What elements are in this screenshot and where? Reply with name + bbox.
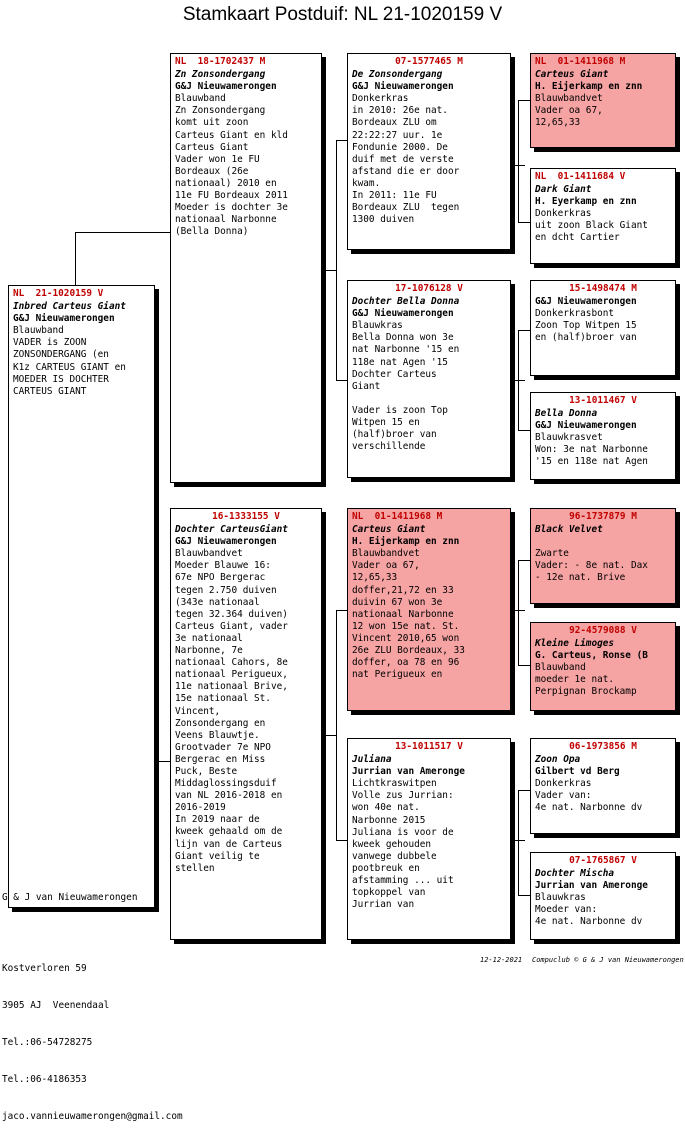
- pigeon-card-fff[interactable]: [530, 53, 676, 148]
- address-name: G & J van Nieuwamerongen: [2, 891, 138, 903]
- pigeon-name: Kleine Limoges: [535, 638, 615, 650]
- owner-name: G&J Nieuwamerongen: [352, 81, 454, 93]
- connector-line: [336, 140, 337, 380]
- pigeon-description: Donkerkrasbont Zoon Top Witpen 15 en (half)broer van: [535, 308, 637, 344]
- connector-line: [518, 330, 530, 331]
- footer-date: 12-12-2021: [480, 956, 523, 964]
- pigeon-card-fmf[interactable]: [530, 280, 676, 376]
- ring-number: 13-1011517 V: [395, 741, 463, 752]
- ring-number: 96-1737879 M: [569, 511, 637, 522]
- owner-name: G&J Nieuwamerongen: [535, 296, 637, 308]
- owner-name: G&J Nieuwamerongen: [352, 308, 454, 320]
- connector-line: [518, 100, 519, 222]
- ring-number: 15-1498474 M: [569, 283, 637, 294]
- connector-line: [518, 895, 530, 896]
- connector-line: [518, 430, 530, 431]
- address-street: Kostverloren 59: [2, 963, 87, 975]
- pigeon-name: Carteus Giant: [535, 69, 609, 81]
- pigeon-description: Blauwkrasvet Won: 3e nat Narbonne '15 en 118e nat Agen: [535, 432, 648, 468]
- pigeon-name: Bella Donna: [535, 408, 598, 420]
- ring-number: 07-1577465 M: [395, 56, 463, 67]
- pigeon-name: Carteus Giant: [352, 524, 426, 536]
- footer-credit: Compuclub © G & J van Nieuwamerongen: [532, 956, 684, 964]
- connector-line: [322, 270, 337, 271]
- pigeon-card-fmm[interactable]: [530, 392, 676, 480]
- connector-line: [336, 610, 347, 611]
- pigeon-name: Dochter Bella Donna: [352, 296, 460, 308]
- pigeon-card-fm[interactable]: [347, 280, 511, 478]
- owner-name: Jurrian van Ameronge: [352, 766, 465, 778]
- pigeon-description: Blauwkras Bella Donna won 3e nat Narbonne '15 en 118e nat Agen '15 Dochter Carteus Giant Vader is zoon Top Witpen 15 en (half)broer van verschillende: [352, 320, 460, 453]
- ring-number: 06-1973856 M: [569, 741, 637, 752]
- owner-name: Gilbert vd Berg: [535, 766, 620, 778]
- connector-line: [518, 330, 519, 430]
- pigeon-description: Blauwbandvet Moeder Blauwe 16: 67e NPO Bergerac tegen 2.750 duiven (343e nationaal tegen 32.364 duiven) Carteus Giant, vader 3e nationaal Narbonne, 7e nationaal Cahors, 8e nationaal Perigueux, 11e nationaal Brive, 15e nationaal St. Vincent, Zonsondergang en Veens Blauwtje. Grootvader 7e NPO Bergerac en Miss Puck, Beste Middaglossingsduif van NL 2016-2018 en 2016-2019 In 2019 naar de kweek gehaald om de lijn van de Carteus Giant veilig te stellen: [175, 548, 288, 874]
- pigeon-name: Zoon Opa: [535, 754, 581, 766]
- owner-name: G&J Nieuwamerongen: [175, 536, 277, 548]
- address-phone-1: Tel.:06-54728275: [2, 1036, 93, 1048]
- owner-name: H. Eijerkamp en znn: [535, 81, 643, 93]
- pigeon-description: Donkerkras in 2010: 26e nat. Bordeaux ZLU om 22:22:27 uur. 1e Fondunie 2000. De duif met de verste afstand die er door kwam. In 2011: 11e FU Bordeaux ZLU tegen 1300 duiven: [352, 93, 460, 226]
- connector-line: [518, 560, 530, 561]
- pigeon-description: Blauwkras Moeder van: 4e nat. Narbonne dv: [535, 892, 643, 928]
- pigeon-description: Lichtkraswitpen Volle zus Jurrian: won 40e nat. Narbonne 2015 Juliana is voor de kweek gehouden vanwege dubbele pootbreuk en afstamming ... uit topkoppel van Jurrian van: [352, 778, 454, 911]
- owner-name: H. Eyerkamp en znn: [535, 196, 637, 208]
- pigeon-description: Zwarte Vader: - 8e nat. Dax - 12e nat. Brive: [535, 548, 648, 584]
- page-title: Stamkaart Postduif: NL 21-1020159 V: [182, 4, 503, 25]
- pigeon-name: Juliana: [352, 754, 392, 766]
- address-email[interactable]: jaco.vannieuwamerongen@gmail.com: [2, 1110, 183, 1122]
- address-city: 3905 AJ Veenendaal: [2, 999, 110, 1011]
- connector-line: [518, 665, 530, 666]
- connector-line: [518, 222, 530, 223]
- pigeon-card-ff[interactable]: [347, 53, 511, 250]
- pigeon-card-mmm[interactable]: [530, 852, 676, 940]
- owner-name: H. Eijerkamp en znn: [352, 536, 460, 548]
- pigeon-description: Donkerkras Vader van: 4e nat. Narbonne dv: [535, 778, 643, 814]
- pigeon-description: Blauwbandvet Vader oa 67, 12,65,33 doffer,21,72 en 33 duivin 67 won 3e nationaal Narbonne 12 won 15e nat. St. Vincent 2010,65 won 26e ZLU Bordeaux, 33 doffer, oa 78 en 96 nat Perigueux en: [352, 548, 465, 681]
- pigeon-name: Zn Zonsondergang: [175, 69, 266, 81]
- pigeon-card-ffm[interactable]: [530, 168, 676, 264]
- pigeon-card-mfm[interactable]: [530, 622, 676, 711]
- owner-name: G. Carteus, Ronse (B: [535, 650, 648, 662]
- connector-line: [336, 840, 347, 841]
- ring-number: 07-1765867 V: [569, 855, 637, 866]
- pigeon-description: Blauwband Zn Zonsondergang komt uit zoon Carteus Giant en kld Carteus Giant Vader won 1e FU Bordeaux (26e nationaal) 2010 en 11e FU Bordeaux 2011 Moeder is dochter 3e nationaal Narbonne (Bella Donna): [175, 93, 288, 238]
- ring-number: NL 18-1702437 M: [175, 56, 266, 67]
- pigeon-name: Dochter Mischa: [535, 868, 615, 880]
- ring-number: 13-1011467 V: [569, 395, 637, 406]
- connector-line: [518, 790, 519, 895]
- ring-number: NL 01-1411968 M: [352, 511, 443, 522]
- pigeon-card-mmf[interactable]: [530, 738, 676, 834]
- pigeon-name: Black Velvet: [535, 524, 603, 536]
- pigeon-name: Dark Giant: [535, 184, 592, 196]
- pigeon-card-mf[interactable]: [347, 508, 511, 711]
- owner-name: G&J Nieuwamerongen: [175, 81, 277, 93]
- ring-number: NL 01-1411684 V: [535, 171, 626, 182]
- pigeon-card-mm[interactable]: [347, 738, 511, 940]
- pigeon-card-mother[interactable]: [170, 508, 322, 940]
- pigeon-name: Inbred Carteus Giant: [13, 301, 126, 313]
- owner-name: G&J Nieuwamerongen: [13, 313, 115, 325]
- owner-name: Jurrian van Ameronge: [535, 880, 648, 892]
- address-phone-2: Tel.:06-4186353: [2, 1073, 87, 1085]
- pigeon-description: Donkerkras uit zoon Black Giant en dcht Cartier: [535, 208, 648, 244]
- pigeon-card-mff[interactable]: [530, 508, 676, 604]
- connector-line: [336, 140, 347, 141]
- connector-line: [336, 610, 337, 840]
- pigeon-card-subject[interactable]: [8, 285, 155, 908]
- connector-line: [322, 735, 337, 736]
- pigeon-description: Blauwband moeder 1e nat. Perpignan Brockamp: [535, 662, 637, 698]
- connector-line: [336, 380, 347, 381]
- ring-number: 92-4579088 V: [569, 625, 637, 636]
- ring-number: 16-1333155 V: [212, 511, 280, 522]
- pigeon-card-father[interactable]: [170, 53, 322, 483]
- pigeon-name: Dochter CarteusGiant: [175, 524, 288, 536]
- ring-number: 17-1076128 V: [395, 283, 463, 294]
- pigeon-description: Blauwband VADER is ZOON ZONSONDERGANG (en K1z CARTEUS GIANT en MOEDER IS DOCHTER CARTEUS GIANT: [13, 325, 126, 397]
- ring-number: NL 21-1020159 V: [13, 288, 104, 299]
- connector-line: [75, 232, 170, 233]
- connector-line: [518, 560, 519, 665]
- connector-line: [518, 100, 530, 101]
- pigeon-description: Blauwbandvet Vader oa 67, 12,65,33: [535, 93, 603, 129]
- ring-number: NL 01-1411968 M: [535, 56, 626, 67]
- pigeon-name: De Zonsondergang: [352, 69, 443, 81]
- connector-line: [518, 790, 530, 791]
- connector-line: [75, 232, 76, 286]
- owner-name: G&J Nieuwamerongen: [535, 420, 637, 432]
- owner-address: [2, 867, 183, 1135]
